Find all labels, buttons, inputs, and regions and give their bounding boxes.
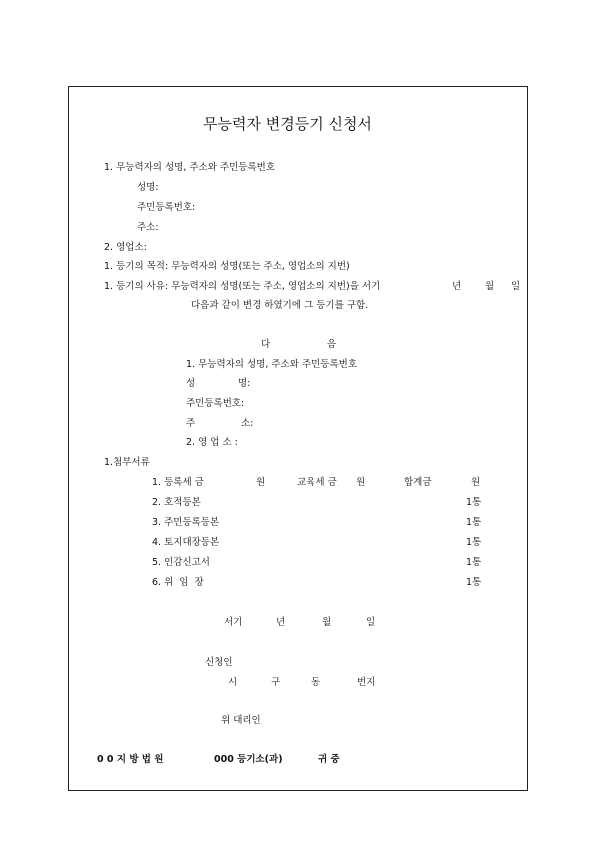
attachment-qty: 1통 xyxy=(466,537,482,548)
fee-education-unit: 원 xyxy=(356,477,366,488)
fee-education: 교육세 금 xyxy=(297,477,337,488)
address-si: 시 xyxy=(228,677,238,688)
fee-total-unit: 원 xyxy=(471,477,481,488)
sec1-rrn-label: 주민등록번호: xyxy=(137,202,196,213)
attachments-heading: 1.첨부서류 xyxy=(104,457,150,468)
reason-continuation: 다음과 같이 변경 하였기에 그 등기를 구함. xyxy=(191,300,369,311)
date-month: 월 xyxy=(322,617,332,628)
address-gu: 구 xyxy=(271,677,281,688)
date-year: 년 xyxy=(276,617,286,628)
attachment-qty: 1통 xyxy=(466,557,482,568)
applicant-label: 신청인 xyxy=(205,657,233,668)
attachment-item: 5. 인감신고서 xyxy=(152,557,210,568)
date-seogi: 서기 xyxy=(224,617,243,628)
form-title: 무능력자 변경등기 신청서 xyxy=(203,115,372,133)
footer-court: 0 0 지 방 법 원 xyxy=(97,754,164,765)
attachment-item: 4. 토지대장등본 xyxy=(152,537,220,548)
below-rrn-label: 주민등록번호: xyxy=(186,398,245,409)
attachment-item: 6. 위 임 장 xyxy=(152,577,204,588)
below-address-label-a: 주 xyxy=(186,418,196,429)
sec1-name-label: 성명: xyxy=(137,182,159,193)
sec2-office-label: 2. 영업소: xyxy=(104,242,147,253)
below-heading: 1. 무능력자의 성명, 주소와 주민등록번호 xyxy=(186,359,357,370)
registration-purpose: 1. 등기의 목적: 무능력자의 성명(또는 주소, 영업소의 지번) xyxy=(104,261,350,272)
attachment-qty: 1통 xyxy=(466,497,482,508)
registration-reason: 1. 등기의 사유: 무능력자의 성명(또는 주소, 영업소의 지번)을 서기 xyxy=(104,281,381,292)
eum-heading: 음 xyxy=(327,339,337,350)
da-heading: 다 xyxy=(261,339,271,350)
fee-registration: 1. 등록세 금 xyxy=(152,477,204,488)
below-name-label-b: 명: xyxy=(238,378,251,389)
attachment-qty: 1통 xyxy=(466,517,482,528)
below-name-label-a: 성 xyxy=(186,378,196,389)
attachment-qty: 1통 xyxy=(466,577,482,588)
agent-label: 위 대리인 xyxy=(221,715,261,726)
date-day: 일 xyxy=(366,617,376,628)
address-beonji: 번지 xyxy=(357,677,376,688)
sec1-heading: 1. 무능력자의 성명, 주소와 주민등록번호 xyxy=(104,162,275,173)
fee-registration-unit: 원 xyxy=(256,477,266,488)
footer-registry-office: 000 등기소(과) xyxy=(214,754,283,765)
fee-total: 합계금 xyxy=(404,477,432,488)
reason-day: 일 xyxy=(511,281,521,292)
reason-year: 년 xyxy=(452,281,462,292)
attachment-item: 2. 호적등본 xyxy=(152,497,201,508)
address-dong: 동 xyxy=(311,677,321,688)
footer-addressee: 귀 중 xyxy=(318,754,340,765)
reason-month: 월 xyxy=(485,281,495,292)
below-office-label: 2. 영 업 소 : xyxy=(186,437,238,448)
sec1-address-label: 주소: xyxy=(137,222,159,233)
below-address-label-b: 소: xyxy=(241,418,254,429)
attachment-item: 3. 주민등록등본 xyxy=(152,517,220,528)
